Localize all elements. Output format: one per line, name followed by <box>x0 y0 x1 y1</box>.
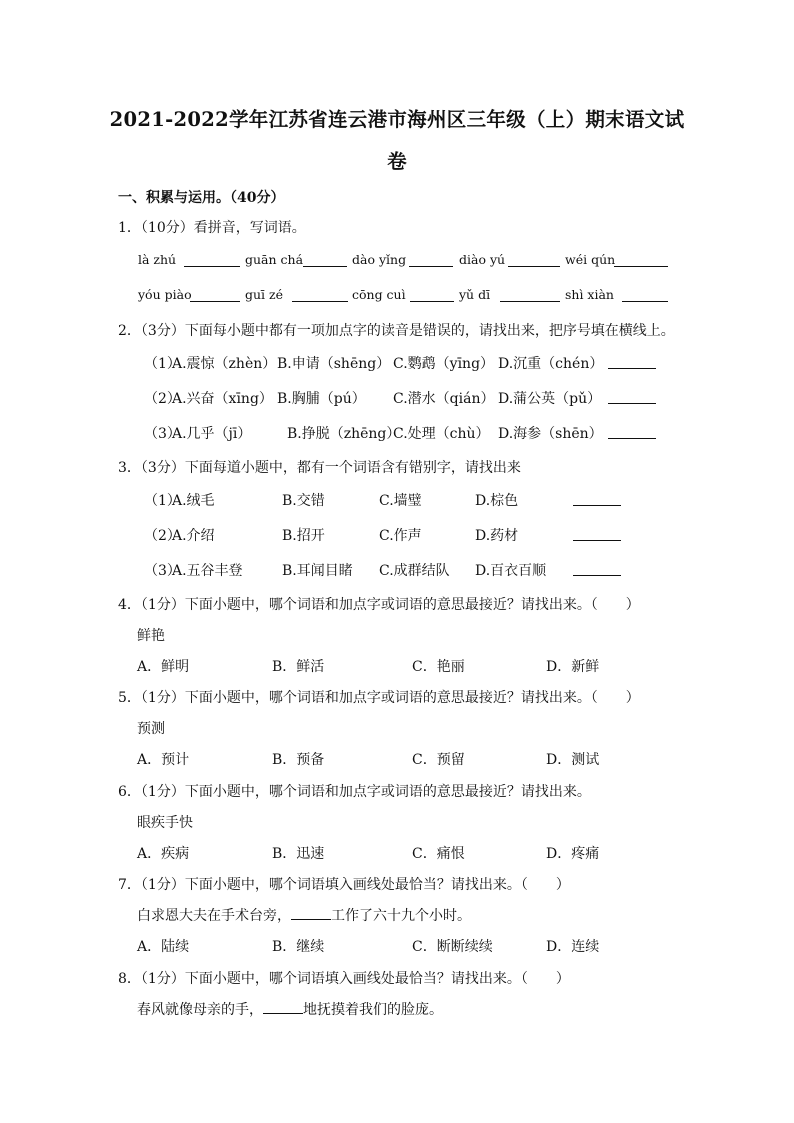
option-b[interactable]: B．迅速 <box>272 846 325 862</box>
option-a: A.五谷丰登 <box>172 563 243 579</box>
item-number: （2） <box>144 528 181 544</box>
q1-stem: 1．（10分）看拼音，写词语。 <box>118 220 306 236</box>
option-d[interactable]: D．新鲜 <box>546 659 600 675</box>
option-a: A.几乎（jī） <box>172 426 252 442</box>
q6-stem: 6．（1分）下面小题中，哪个词语和加点字或词语的意思最接近？请找出来。 <box>118 784 591 800</box>
item-number: （1） <box>144 493 181 509</box>
q3-stem: 3．（3分）下面每道小题中，都有一个词语含有错别字，请找出来 <box>118 460 521 476</box>
fill-blank[interactable] <box>263 1001 303 1014</box>
option-a: A.兴奋（xīng） <box>172 391 273 407</box>
q5-stem: 5．（1分）下面小题中，哪个词语和加点字或词语的意思最接近？请找出来。（ ） <box>118 690 640 706</box>
option-b: B.交错 <box>282 493 325 509</box>
option-d: D.百衣百顺 <box>475 563 547 579</box>
answer-blank[interactable] <box>292 289 348 302</box>
sentence-part-b: 工作了六十九个小时。 <box>331 908 471 924</box>
option-c: C.潜水（qián） <box>393 391 495 407</box>
answer-blank[interactable] <box>608 356 656 369</box>
option-c: C.处理（chù） <box>393 426 490 442</box>
pinyin-item: wéi qún <box>565 252 616 267</box>
item-number: （2） <box>144 391 181 407</box>
pinyin-item: guān chá <box>245 252 304 267</box>
pinyin-item: là zhú <box>138 252 177 267</box>
pinyin-item: yóu piào <box>138 287 192 302</box>
q2-stem: 2．（3分）下面每小题中都有一项加点字的读音是错误的，请找出来，把序号填在横线上。 <box>118 323 675 339</box>
answer-blank[interactable] <box>614 254 668 267</box>
sentence-part-a: 白求恩大夫在手术台旁， <box>137 908 291 924</box>
answer-blank[interactable] <box>500 289 560 302</box>
option-c[interactable]: C．痛恨 <box>412 846 465 862</box>
q4-stem: 4．（1分）下面小题中，哪个词语和加点字或词语的意思最接近？请找出来。（ ） <box>118 597 640 613</box>
option-b: B.耳闻目睹 <box>282 563 353 579</box>
fill-blank[interactable] <box>291 907 331 920</box>
option-b[interactable]: B．鲜活 <box>272 659 325 675</box>
option-c: C.成群结队 <box>379 563 450 579</box>
q7-sentence <box>137 905 471 925</box>
pinyin-item: cōng cuì <box>352 287 406 302</box>
option-a: A.震惊（zhèn） <box>172 356 277 372</box>
answer-blank[interactable] <box>303 254 347 267</box>
option-b: B.申请（shēng） <box>277 356 391 372</box>
option-a[interactable]: A．陆续 <box>137 939 190 955</box>
option-d[interactable]: D．疼痛 <box>546 846 600 862</box>
pinyin-item: shì xiàn <box>565 287 614 302</box>
pinyin-item: guī zé <box>245 287 284 302</box>
answer-blank[interactable] <box>410 289 454 302</box>
q8-sentence <box>137 999 443 1019</box>
option-d[interactable]: D．连续 <box>546 939 600 955</box>
answer-blank[interactable] <box>622 289 668 302</box>
q7-stem: 7．（1分）下面小题中，哪个词语填入画线处最恰当？请找出来。（ ） <box>118 877 570 893</box>
option-c[interactable]: C．断断续续 <box>412 939 493 955</box>
option-d: D.沉重（chén） <box>498 356 604 372</box>
option-b: B.招开 <box>282 528 325 544</box>
option-b[interactable]: B．继续 <box>272 939 325 955</box>
item-number: （3） <box>144 563 181 579</box>
option-a[interactable]: A．疾病 <box>137 846 190 862</box>
option-b: B.胸脯（pú） <box>277 391 366 407</box>
answer-blank[interactable] <box>608 426 656 439</box>
option-a[interactable]: A．预计 <box>137 752 190 768</box>
answer-blank[interactable] <box>608 391 656 404</box>
answer-blank[interactable] <box>573 528 621 541</box>
option-a: A.绒毛 <box>172 493 215 509</box>
answer-blank[interactable] <box>409 254 453 267</box>
q4-word: 鲜艳 <box>137 628 165 644</box>
option-c[interactable]: C．艳丽 <box>412 659 465 675</box>
q6-word: 眼疾手快 <box>137 815 193 831</box>
item-number: （3） <box>144 426 181 442</box>
pinyin-item: dào yǐng <box>352 252 407 267</box>
option-a: A.介绍 <box>172 528 215 544</box>
option-d: D.海参（shēn） <box>498 426 603 442</box>
answer-blank[interactable] <box>508 254 560 267</box>
option-d: D.棕色 <box>475 493 519 509</box>
option-c[interactable]: C．预留 <box>412 752 465 768</box>
q8-stem: 8．（1分）下面小题中，哪个词语填入画线处最恰当？请找出来。（ ） <box>118 971 570 987</box>
option-c: C.墙璧 <box>379 493 422 509</box>
option-d[interactable]: D．测试 <box>546 752 600 768</box>
exam-title-line2: 卷 <box>387 150 407 173</box>
option-c: C.鹦鹉（yīng） <box>393 356 495 372</box>
sentence-part-a: 春风就像母亲的手， <box>137 1002 263 1018</box>
answer-blank[interactable] <box>184 254 240 267</box>
exam-title-line1: 2021-2022学年江苏省连云港市海州区三年级（上）期末语文试 <box>109 108 685 131</box>
item-number: （1） <box>144 356 181 372</box>
answer-blank[interactable] <box>573 493 621 506</box>
option-a[interactable]: A．鲜明 <box>137 659 190 675</box>
section-heading: 一、积累与运用。（40分） <box>118 190 285 206</box>
q5-word: 预测 <box>137 721 165 737</box>
sentence-part-b: 地抚摸着我们的脸庞。 <box>303 1002 443 1018</box>
option-d: D.药材 <box>475 528 519 544</box>
option-c: C.作声 <box>379 528 422 544</box>
option-b: B.挣脱（zhēng） <box>287 426 401 442</box>
option-d: D.蒲公英（pǔ） <box>498 391 602 407</box>
pinyin-item: diào yú <box>459 252 506 267</box>
pinyin-item: yǔ dī <box>459 287 491 302</box>
answer-blank[interactable] <box>573 563 621 576</box>
answer-blank[interactable] <box>190 289 240 302</box>
option-b[interactable]: B．预备 <box>272 752 325 768</box>
